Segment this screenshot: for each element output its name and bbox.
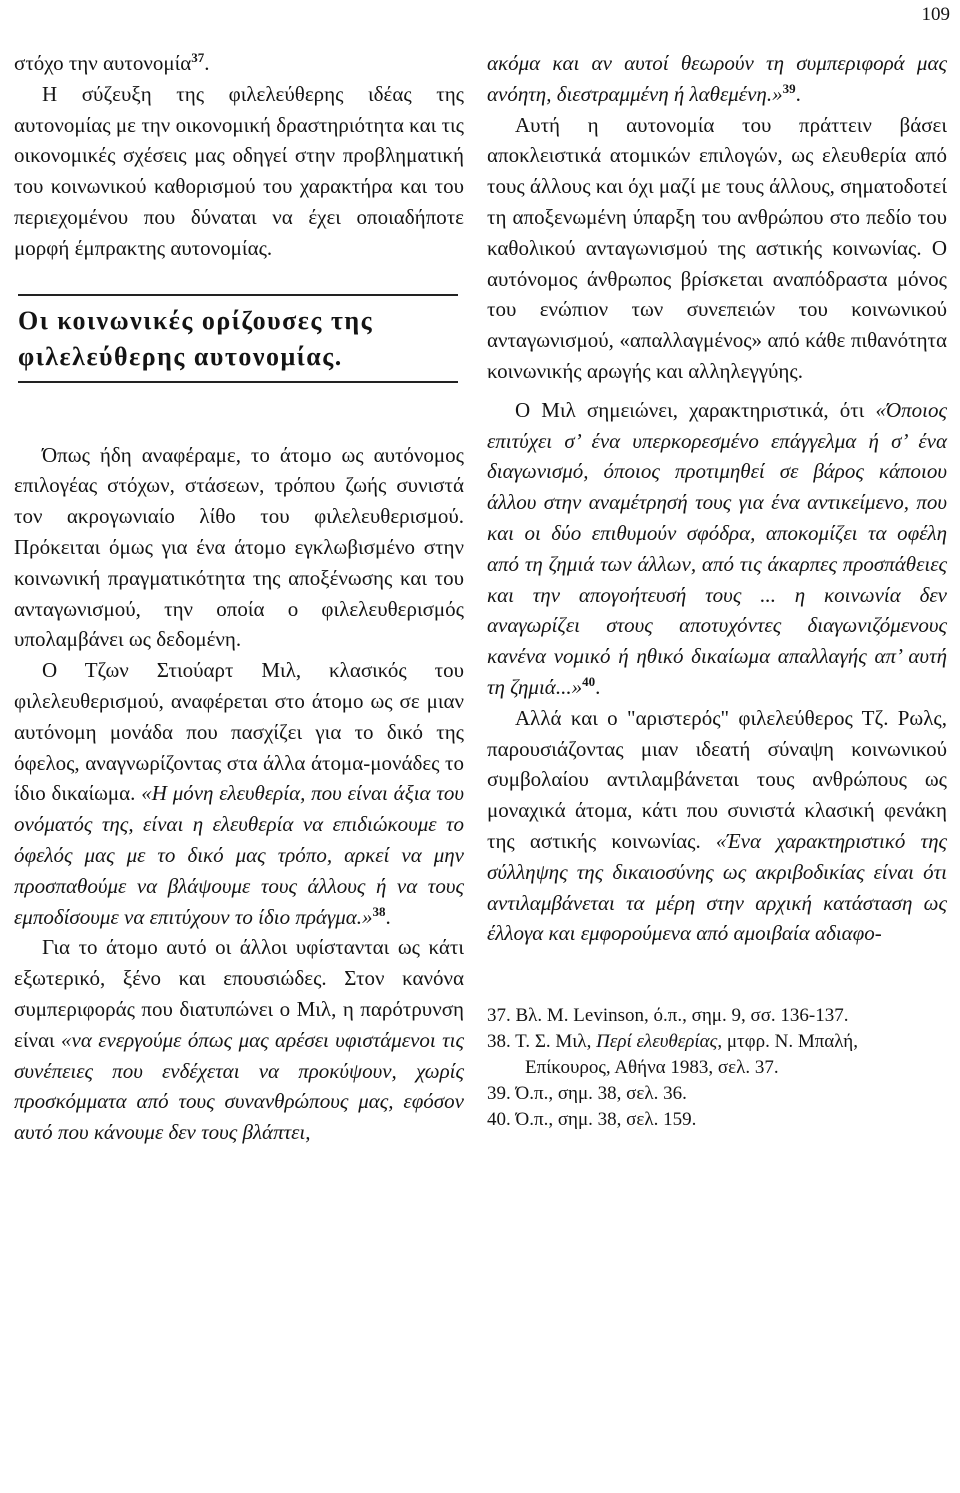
quotation: «Ένα χαρακτηριστικό της σύλληψης της δικαιοσύνης ως ακριβοδικίας είναι ότι αντιλαμβάνεται τα μέρη στην αρχική κατάσταση ως έλλογα και εμφορούμενα από αμοιβαία αδιαφο- [487, 828, 948, 946]
heading-line: φιλελεύθερης αυτονομίας. [18, 341, 343, 371]
paragraph [14, 48, 464, 79]
footnote-text: , μτφρ. Ν. Μπαλή, [717, 1031, 858, 1053]
quotation: «Η μόνη ελευθερία, που είναι άξια του ονόματός της, είναι η ελευθερία να επιδιώκουμε το όφελός μας με το δικό μας τρόπο, αρκεί να μην προσπαθούμε να βλάψουμε τους άλλους ή να τους εμποδίσουμε να επιτύχουν το ίδιο πράγμα.» [14, 781, 465, 929]
footnotes [487, 1003, 947, 1133]
book-title: Περί ελευθερίας [596, 1031, 718, 1053]
paragraph [487, 48, 947, 110]
quotation: ακόμα και αν αυτοί θεωρούν τη συμπεριφορά μας ανόητη, διεστραμμένη ή λαθεμένη.» [487, 51, 947, 106]
page-number: 109 [921, 4, 950, 25]
paragraph: Όπως ήδη αναφέραμε, το άτομο ως αυτόνομος επιλογέας στόχων, στάσεων, τρόπου ζωής συνιστά τον ακρογωνιαίο λίθο του φιλελευθερισμού. Πρόκειται όμως για ένα άτομο εγκλωβισμένο στην κοινωνική πραγματικότητα της αποξένωσης και του ανταγωνισμού, την οποία ο φιλελευθερισμός υπολαμβάνει ως δεδομένη. [14, 442, 464, 652]
footnote-continuation: Επίκουρος, Αθήνα 1983, σελ. 37. [525, 1057, 779, 1079]
left-column [14, 48, 464, 1148]
punctuation: . [385, 904, 391, 929]
paragraph-text: Για το άτομο αυτό οι άλλοι υφίστανται ως κάτι εξωτερικό, ξένο και επουσιώδες. Στον κανόνα συμπεριφοράς που διατυπώνει ο Μιλ, η παρότρυνση είναι [14, 935, 464, 1052]
quotation: «να ενεργούμε όπως μας αρέσει υφιστάμενοι τις συνέπειες που ενδέχεται να προκύψουν, χωρίς προσκόμματα από τους συνανθρώπους μας, εφόσον αυτό που κάνουμε δεν τους βλάπτει, [14, 1027, 464, 1145]
paragraph [14, 932, 464, 1148]
section-heading [18, 303, 464, 375]
footnote-text: 38. Τ. Σ. Μιλ, [487, 1031, 597, 1053]
footnote-ref[interactable]: 39 [782, 80, 796, 96]
punctuation: . [595, 674, 601, 699]
quotation: «Όποιος επιτύχει σ’ ένα υπερκορεσμένο επάγγελμα ή σ’ ένα διαγωνισμό, όποιος προτιμηθεί σε βάρος κάποιου άλλου στην αναμέτρησή τους για ένα αντικείμενο, που και οι δύο επιθυμούν σφόδρα, αποκομίζει τα οφέλη από τη ζημιά των άλλων, από τις άκαρπες προσπάθειες και την απογοήτευσή τους ... η κοινωνία δεν αναγωρίζει στους αποτυχόντες διαγωνιζόμενους κανένα νομικό ή ηθικό δικαίωμα απαλλαγής απ’ αυτή τη ζημιά...» [487, 397, 948, 699]
footnote-ref[interactable]: 37 [191, 50, 205, 65]
punctuation: . [204, 51, 210, 75]
paragraph: Αυτή η αυτονομία του πράττειν βάσει αποκλειστικά ατομικών επιλογών, ως ελευθερία από τους άλλους και όχι μαζί με τους άλλους, σηματοδοτεί τη αποξενωμένη ύπαρξη του ανθρώπου στο πεδίο του καθολικού ανταγωνισμού της αστικής κοινωνίας. Ο αυτόνομος άνθρωπος βρίσκεται αναπόδραστα μόνος του ενώπιον των συνεπειών του κοινωνικού ανταγωνισμού, «απαλλαγμένος» από κάθε πιθανότητα κοινωνικής αρωγής και αλληλεγγύης. [487, 112, 947, 383]
footnote [487, 1029, 947, 1055]
footnote-ref[interactable]: 40 [582, 673, 596, 689]
right-column [487, 48, 947, 1133]
footnote: 39. Ό.π., σημ. 38, σελ. 36. [487, 1083, 687, 1105]
paragraph-text: Αλλά και ο "αριστερός" φιλελεύθερος Τζ. Ρωλς, παρουσιάζοντας μιαν ιδεατή σύναψη κοινωνικού συμβολαίου αντιλαμβάνεται τους ανθρώπους ως μοναχικά άτομα, κάτι που συνιστά κλασική φενάκη της αστικής κοινωνίας. [487, 705, 947, 853]
paragraph [487, 703, 947, 949]
punctuation: . [795, 81, 801, 106]
paragraph-text: στόχο την αυτονομία [14, 51, 192, 75]
paragraph-text: Ο Τζων Στιούαρτ Μιλ, κλασικός του φιλελευθερισμού, αναφέρεται στο άτομο ως σε μιαν αυτόνομη μονάδα που πασχίζει για το δικό της όφελος, αναγνωρίζοντας στα άλλα άτομα-μονάδες το ίδιο δικαίωμα. [14, 658, 464, 806]
paragraph [487, 395, 947, 703]
paragraph-text: Ο Μιλ σημειώνει, χαρακτηριστικά, ότι [515, 397, 865, 422]
footnote: 40. Ό.π., σημ. 38, σελ. 159. [487, 1109, 697, 1131]
paragraph [14, 655, 464, 932]
heading-line: Οι κοινωνικές ορίζουσες της [18, 305, 374, 335]
footnote-ref[interactable]: 38 [372, 903, 386, 919]
paragraph: Η σύζευξη της φιλελεύθερης ιδέας της αυτονομίας με την οικονομική δραστηριότητα και τις οικονομικές σχέσεις μας οδηγεί στην προβληματική του κοινωνικού καθορισμού του χαρακτήρα και του περιεχομένου που δύναται να έχει οποιαδήποτε μορφή έμπρακτης αυτονομίας. [14, 81, 464, 260]
section-rule-top [18, 294, 458, 296]
footnote: 37. Βλ. M. Levinson, ό.π., σημ. 9, σσ. 136-137. [487, 1005, 849, 1027]
